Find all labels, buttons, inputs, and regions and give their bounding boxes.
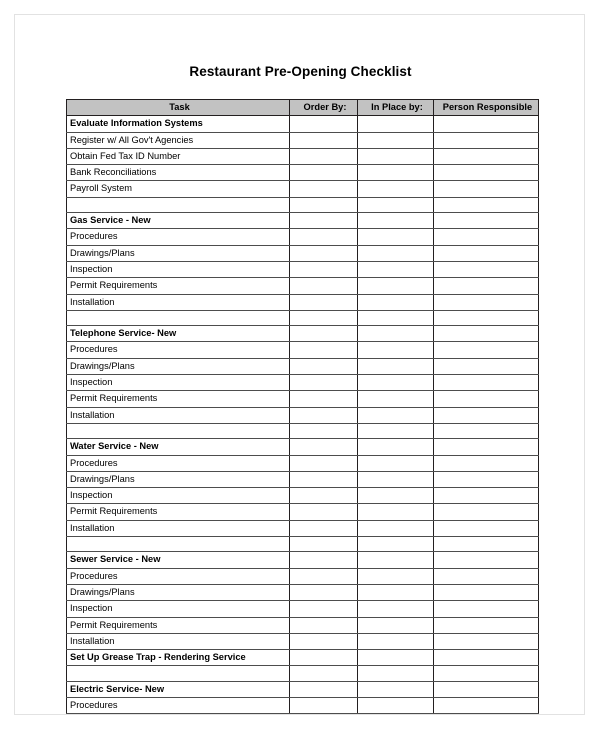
task-label: Procedures (67, 568, 290, 584)
task-label: Drawings/Plans (67, 584, 290, 600)
person-responsible-cell[interactable] (434, 407, 539, 423)
document-page (14, 14, 585, 715)
column-header-task: Task (67, 100, 290, 116)
table-row (67, 375, 539, 391)
task-section-label: Water Service - New (67, 439, 290, 455)
order-by-cell[interactable] (290, 504, 358, 520)
task-section-label: Set Up Grease Trap - Rendering Service (67, 650, 290, 666)
in-place-by-cell[interactable] (358, 391, 434, 407)
person-responsible-cell[interactable] (434, 697, 539, 713)
person-responsible-cell[interactable] (434, 358, 539, 374)
table-header (67, 100, 539, 116)
in-place-by-cell[interactable] (358, 245, 434, 261)
person-responsible-cell[interactable] (434, 504, 539, 520)
table-row (67, 342, 539, 358)
task-label: Permit Requirements (67, 504, 290, 520)
order-by-cell[interactable] (290, 568, 358, 584)
order-by-cell[interactable] (290, 520, 358, 536)
person-responsible-cell[interactable] (434, 439, 539, 455)
order-by-cell[interactable] (290, 552, 358, 568)
in-place-by-cell[interactable] (358, 697, 434, 713)
in-place-by-cell[interactable] (358, 358, 434, 374)
order-by-cell[interactable] (290, 229, 358, 245)
in-place-by-cell[interactable] (358, 132, 434, 148)
table-row (67, 229, 539, 245)
order-by-cell[interactable] (290, 326, 358, 342)
table-row (67, 520, 539, 536)
in-place-by-cell[interactable] (358, 504, 434, 520)
person-responsible-cell[interactable] (434, 552, 539, 568)
person-responsible-cell[interactable] (434, 181, 539, 197)
person-responsible-cell[interactable] (434, 132, 539, 148)
in-place-by-cell[interactable] (358, 666, 434, 681)
person-responsible-cell[interactable] (434, 666, 539, 681)
table-row (67, 294, 539, 310)
task-section-label: Sewer Service - New (67, 552, 290, 568)
task-label: Permit Requirements (67, 278, 290, 294)
table-row (67, 181, 539, 197)
in-place-by-cell[interactable] (358, 633, 434, 649)
table-body (67, 116, 539, 714)
page-title: Restaurant Pre-Opening Checklist (189, 64, 412, 79)
order-by-cell[interactable] (290, 181, 358, 197)
person-responsible-cell[interactable] (434, 116, 539, 132)
person-responsible-cell[interactable] (434, 165, 539, 181)
person-responsible-cell[interactable] (434, 278, 539, 294)
in-place-by-cell[interactable] (358, 650, 434, 666)
in-place-by-cell[interactable] (358, 278, 434, 294)
table-row (67, 568, 539, 584)
order-by-cell[interactable] (290, 423, 358, 438)
table-row (67, 132, 539, 148)
in-place-by-cell[interactable] (358, 423, 434, 438)
table-row (67, 358, 539, 374)
table-spacer-row (67, 666, 539, 681)
table-header-row (67, 100, 539, 116)
person-responsible-cell[interactable] (434, 213, 539, 229)
person-responsible-cell[interactable] (434, 342, 539, 358)
in-place-by-cell[interactable] (358, 568, 434, 584)
in-place-by-cell[interactable] (358, 439, 434, 455)
person-responsible-cell[interactable] (434, 261, 539, 277)
task-label: Procedures (67, 697, 290, 713)
person-responsible-cell[interactable] (434, 326, 539, 342)
task-label: Procedures (67, 229, 290, 245)
task-label (67, 666, 290, 681)
task-label: Drawings/Plans (67, 245, 290, 261)
in-place-by-cell[interactable] (358, 681, 434, 697)
task-label: Bank Reconciliations (67, 165, 290, 181)
task-label: Installation (67, 407, 290, 423)
task-label: Drawings/Plans (67, 358, 290, 374)
table-row (67, 455, 539, 471)
table-row (67, 439, 539, 455)
task-label: Register w/ All Gov't Agencies (67, 132, 290, 148)
order-by-cell[interactable] (290, 697, 358, 713)
in-place-by-cell[interactable] (358, 584, 434, 600)
in-place-by-cell[interactable] (358, 342, 434, 358)
order-by-cell[interactable] (290, 666, 358, 681)
in-place-by-cell[interactable] (358, 407, 434, 423)
in-place-by-cell[interactable] (358, 326, 434, 342)
order-by-cell[interactable] (290, 439, 358, 455)
table-row (67, 617, 539, 633)
in-place-by-cell[interactable] (358, 520, 434, 536)
task-label: Drawings/Plans (67, 471, 290, 487)
table-row (67, 552, 539, 568)
person-responsible-cell[interactable] (434, 310, 539, 325)
table-row (67, 633, 539, 649)
order-by-cell[interactable] (290, 165, 358, 181)
task-label: Procedures (67, 342, 290, 358)
task-label (67, 537, 290, 552)
table-row (67, 650, 539, 666)
in-place-by-cell[interactable] (358, 229, 434, 245)
order-by-cell[interactable] (290, 488, 358, 504)
order-by-cell[interactable] (290, 245, 358, 261)
task-label (67, 423, 290, 438)
table-row (67, 148, 539, 164)
table-row (67, 245, 539, 261)
order-by-cell[interactable] (290, 584, 358, 600)
in-place-by-cell[interactable] (358, 116, 434, 132)
task-section-label: Electric Service- New (67, 681, 290, 697)
in-place-by-cell[interactable] (358, 617, 434, 633)
table-spacer-row (67, 310, 539, 325)
task-label: Permit Requirements (67, 391, 290, 407)
order-by-cell[interactable] (290, 116, 358, 132)
column-header-person: Person Responsible (434, 100, 539, 116)
table-row (67, 326, 539, 342)
task-label: Obtain Fed Tax ID Number (67, 148, 290, 164)
task-label: Inspection (67, 261, 290, 277)
person-responsible-cell[interactable] (434, 568, 539, 584)
order-by-cell[interactable] (290, 617, 358, 633)
task-label: Inspection (67, 375, 290, 391)
column-header-order: Order By: (290, 100, 358, 116)
in-place-by-cell[interactable] (358, 455, 434, 471)
table-row (67, 165, 539, 181)
order-by-cell[interactable] (290, 148, 358, 164)
task-section-label: Evaluate Information Systems (67, 116, 290, 132)
order-by-cell[interactable] (290, 197, 358, 212)
table-row (67, 697, 539, 713)
order-by-cell[interactable] (290, 407, 358, 423)
in-place-by-cell[interactable] (358, 261, 434, 277)
in-place-by-cell[interactable] (358, 310, 434, 325)
order-by-cell[interactable] (290, 601, 358, 617)
in-place-by-cell[interactable] (358, 213, 434, 229)
table-row (67, 681, 539, 697)
person-responsible-cell[interactable] (434, 245, 539, 261)
order-by-cell[interactable] (290, 278, 358, 294)
in-place-by-cell[interactable] (358, 552, 434, 568)
task-label (67, 310, 290, 325)
order-by-cell[interactable] (290, 342, 358, 358)
table-row (67, 278, 539, 294)
person-responsible-cell[interactable] (434, 148, 539, 164)
person-responsible-cell[interactable] (434, 294, 539, 310)
column-header-place: In Place by: (358, 100, 434, 116)
in-place-by-cell[interactable] (358, 148, 434, 164)
person-responsible-cell[interactable] (434, 520, 539, 536)
table-row (67, 213, 539, 229)
task-label: Procedures (67, 455, 290, 471)
order-by-cell[interactable] (290, 294, 358, 310)
in-place-by-cell[interactable] (358, 165, 434, 181)
task-label: Inspection (67, 488, 290, 504)
in-place-by-cell[interactable] (358, 471, 434, 487)
order-by-cell[interactable] (290, 471, 358, 487)
task-section-label: Telephone Service- New (67, 326, 290, 342)
in-place-by-cell[interactable] (358, 197, 434, 212)
table-row (67, 407, 539, 423)
person-responsible-cell[interactable] (434, 681, 539, 697)
table-spacer-row (67, 423, 539, 438)
person-responsible-cell[interactable] (434, 650, 539, 666)
table-row (67, 471, 539, 487)
person-responsible-cell[interactable] (434, 391, 539, 407)
table-spacer-row (67, 537, 539, 552)
task-label: Payroll System (67, 181, 290, 197)
person-responsible-cell[interactable] (434, 375, 539, 391)
table-row (67, 504, 539, 520)
task-label: Installation (67, 294, 290, 310)
order-by-cell[interactable] (290, 213, 358, 229)
in-place-by-cell[interactable] (358, 601, 434, 617)
person-responsible-cell[interactable] (434, 471, 539, 487)
task-label: Installation (67, 633, 290, 649)
person-responsible-cell[interactable] (434, 455, 539, 471)
person-responsible-cell[interactable] (434, 488, 539, 504)
in-place-by-cell[interactable] (358, 488, 434, 504)
person-responsible-cell[interactable] (434, 601, 539, 617)
order-by-cell[interactable] (290, 681, 358, 697)
person-responsible-cell[interactable] (434, 617, 539, 633)
person-responsible-cell[interactable] (434, 537, 539, 552)
table-row (67, 601, 539, 617)
in-place-by-cell[interactable] (358, 537, 434, 552)
in-place-by-cell[interactable] (358, 294, 434, 310)
task-label: Permit Requirements (67, 617, 290, 633)
order-by-cell[interactable] (290, 391, 358, 407)
order-by-cell[interactable] (290, 132, 358, 148)
person-responsible-cell[interactable] (434, 197, 539, 212)
table-spacer-row (67, 197, 539, 212)
order-by-cell[interactable] (290, 375, 358, 391)
task-label: Installation (67, 520, 290, 536)
person-responsible-cell[interactable] (434, 633, 539, 649)
person-responsible-cell[interactable] (434, 584, 539, 600)
task-label: Inspection (67, 601, 290, 617)
order-by-cell[interactable] (290, 455, 358, 471)
in-place-by-cell[interactable] (358, 181, 434, 197)
person-responsible-cell[interactable] (434, 229, 539, 245)
table-row (67, 261, 539, 277)
order-by-cell[interactable] (290, 633, 358, 649)
order-by-cell[interactable] (290, 261, 358, 277)
order-by-cell[interactable] (290, 310, 358, 325)
order-by-cell[interactable] (290, 358, 358, 374)
task-section-label: Gas Service - New (67, 213, 290, 229)
table-row (67, 488, 539, 504)
table-row (67, 116, 539, 132)
table-row (67, 391, 539, 407)
person-responsible-cell[interactable] (434, 423, 539, 438)
task-label (67, 197, 290, 212)
checklist-table (66, 99, 539, 714)
table-row (67, 584, 539, 600)
in-place-by-cell[interactable] (358, 375, 434, 391)
order-by-cell[interactable] (290, 537, 358, 552)
order-by-cell[interactable] (290, 650, 358, 666)
